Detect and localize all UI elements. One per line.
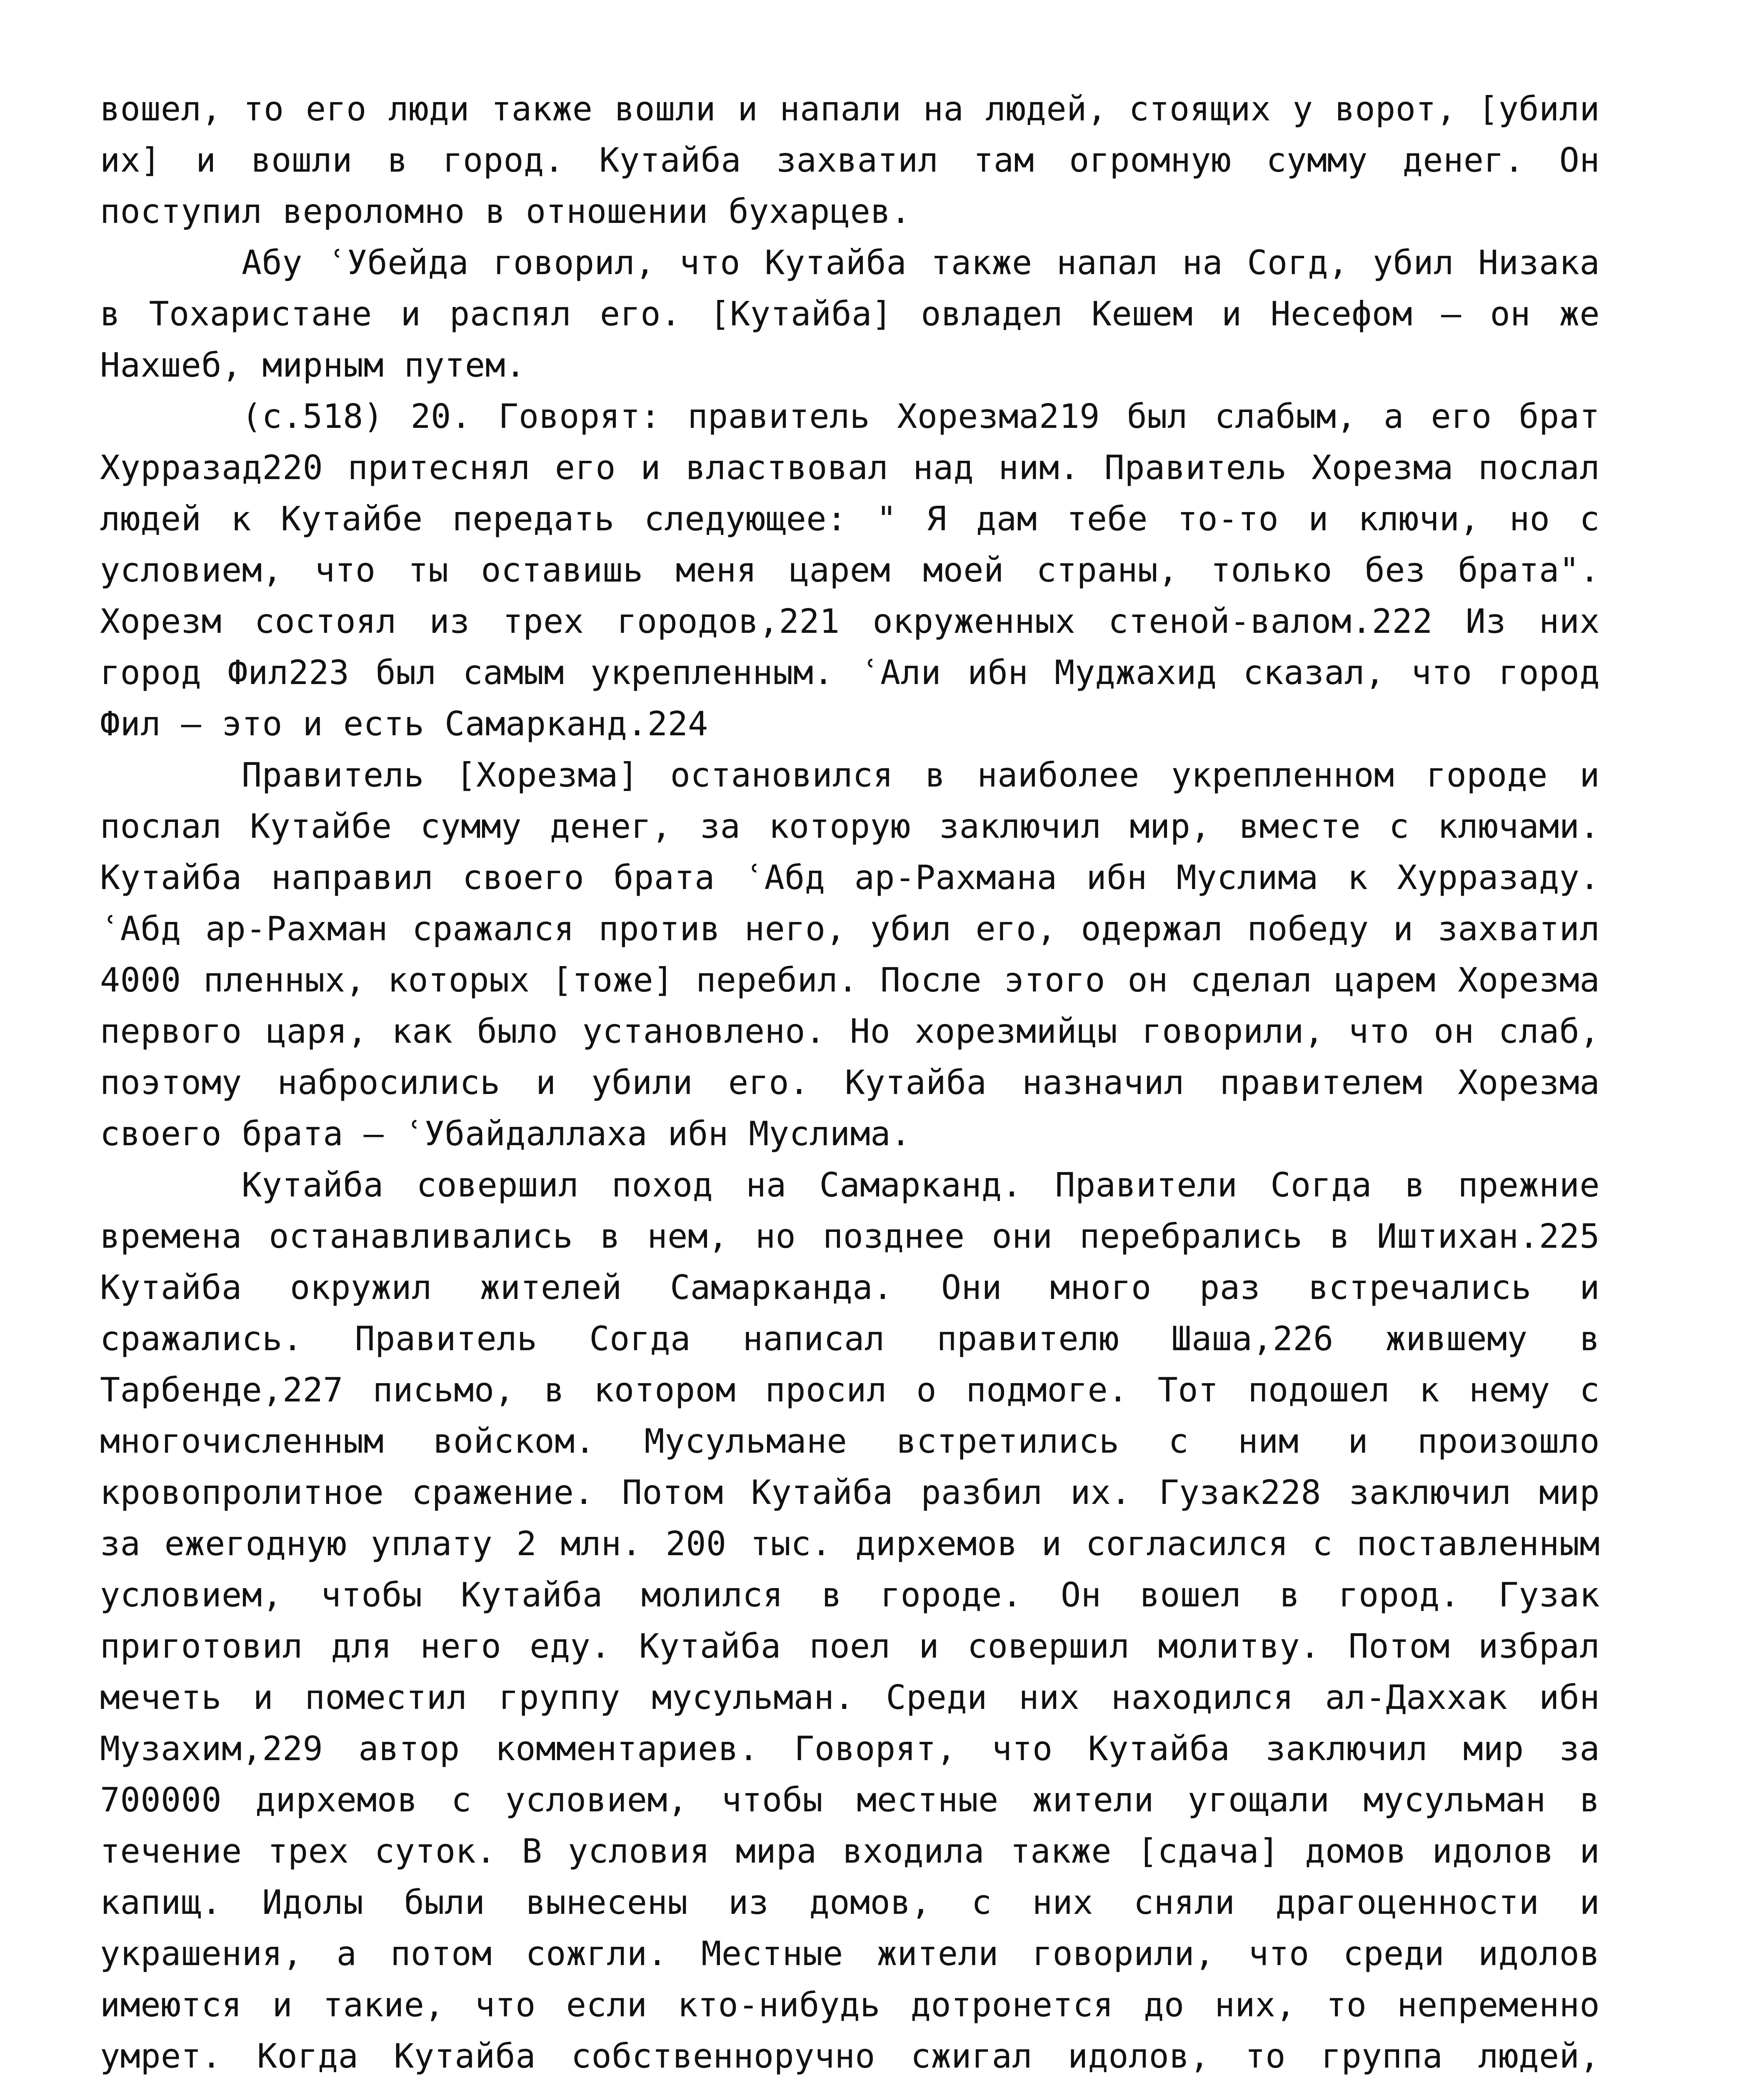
paragraph-2: Абу ʿУбейда говорил, что Кутайба также напал на Согд, убил Низака в Тохаристане и распял его. [Кутайба] овладел Кешем и Несефом – он же Нахшеб, мирным путем. (100, 243, 1600, 385)
paragraph-5: Кутайба совершил поход на Самарканд. Правители Согда в прежние времена останавливались в нем, но позднее они перебрались в Иштихан.225 Кутайба окружил жителей Самарканда. Они много раз встречались и сражались. Правитель Согда написал правителю Шаша,226 жившему в Тарбенде,227 письмо, в котором просил о подмоге. Тот подошел к нему с многочисленным войском. Мусульмане встретились с ним и произошло кровопролитное сражение. Потом Кутайба разбил их. Гузак228 заключил мир за ежегодную уплату 2 млн. 200 тыс. дирхемов и согласился с поставленным условием, чтобы Кутайба молился в городе. Он вошел в город. Гузак приготовил для него еду. Кутайба поел и совершил молитву. Потом избрал мечеть и поместил группу мусульман. Среди них находился ал-Даххак ибн Музахим,229 автор комментариев. Говорят, что Кутайба заключил мир за 700000 дирхемов с условием, чтобы местные жители угощали мусульман в течение трех суток. В условия мира входила также [сдача] домов идолов и капищ. Идолы были вынесены из домов, с них сняли драгоценности и украшения, а потом сожгли. Местные жители говорили, что среди идолов имеются и такие, что если кто-нибудь дотронется до них, то непременно умрет. Когда Кутайба собственноручно сжигал идолов, то группа людей, (100, 1166, 1600, 2076)
page-body (100, 83, 1600, 2083)
paragraph-1: вошел, то его люди также вошли и напали на людей, стоящих у ворот, [убили их] и вошли в город. Кутайба захватил там огромную сумму денег. Он поступил вероломно в отношении бухарцев. (100, 90, 1600, 231)
paragraph-3: (с.518) 20. Говорят: правитель Хорезма219 был слабым, а его брат Хурразад220 притеснял его и властвовал над ним. Правитель Хорезма послал людей к Кутайбе передать следующее: " Я дам тебе то-то и ключи, но с условием, что ты оставишь меня царем моей страны, только без брата". Хорезм состоял из трех городов,221 окруженных стеной-валом.222 Из них город Фил223 был самым укрепленным. ʿАли ибн Муджахид сказал, что город Фил – это и есть Самарканд.224 (100, 397, 1600, 743)
paragraph-4: Правитель [Хорезма] остановился в наиболее укрепленном городе и послал Кутайбе сумму денег, за которую заключил мир, вместе с ключами. Кутайба направил своего брата ʿАбд ар-Рахмана ибн Муслима к Хурразаду. ʿАбд ар-Рахман сражался против него, убил его, одержал победу и захватил 4000 пленных, которых [тоже] перебил. После этого он сделал царем Хорезма первого царя, как было установлено. Но хорезмийцы говорили, что он слаб, поэтому набросились и убили его. Кутайба назначил правителем Хорезма своего брата – ʿУбайдаллаха ибн Муслима. (100, 756, 1600, 1153)
